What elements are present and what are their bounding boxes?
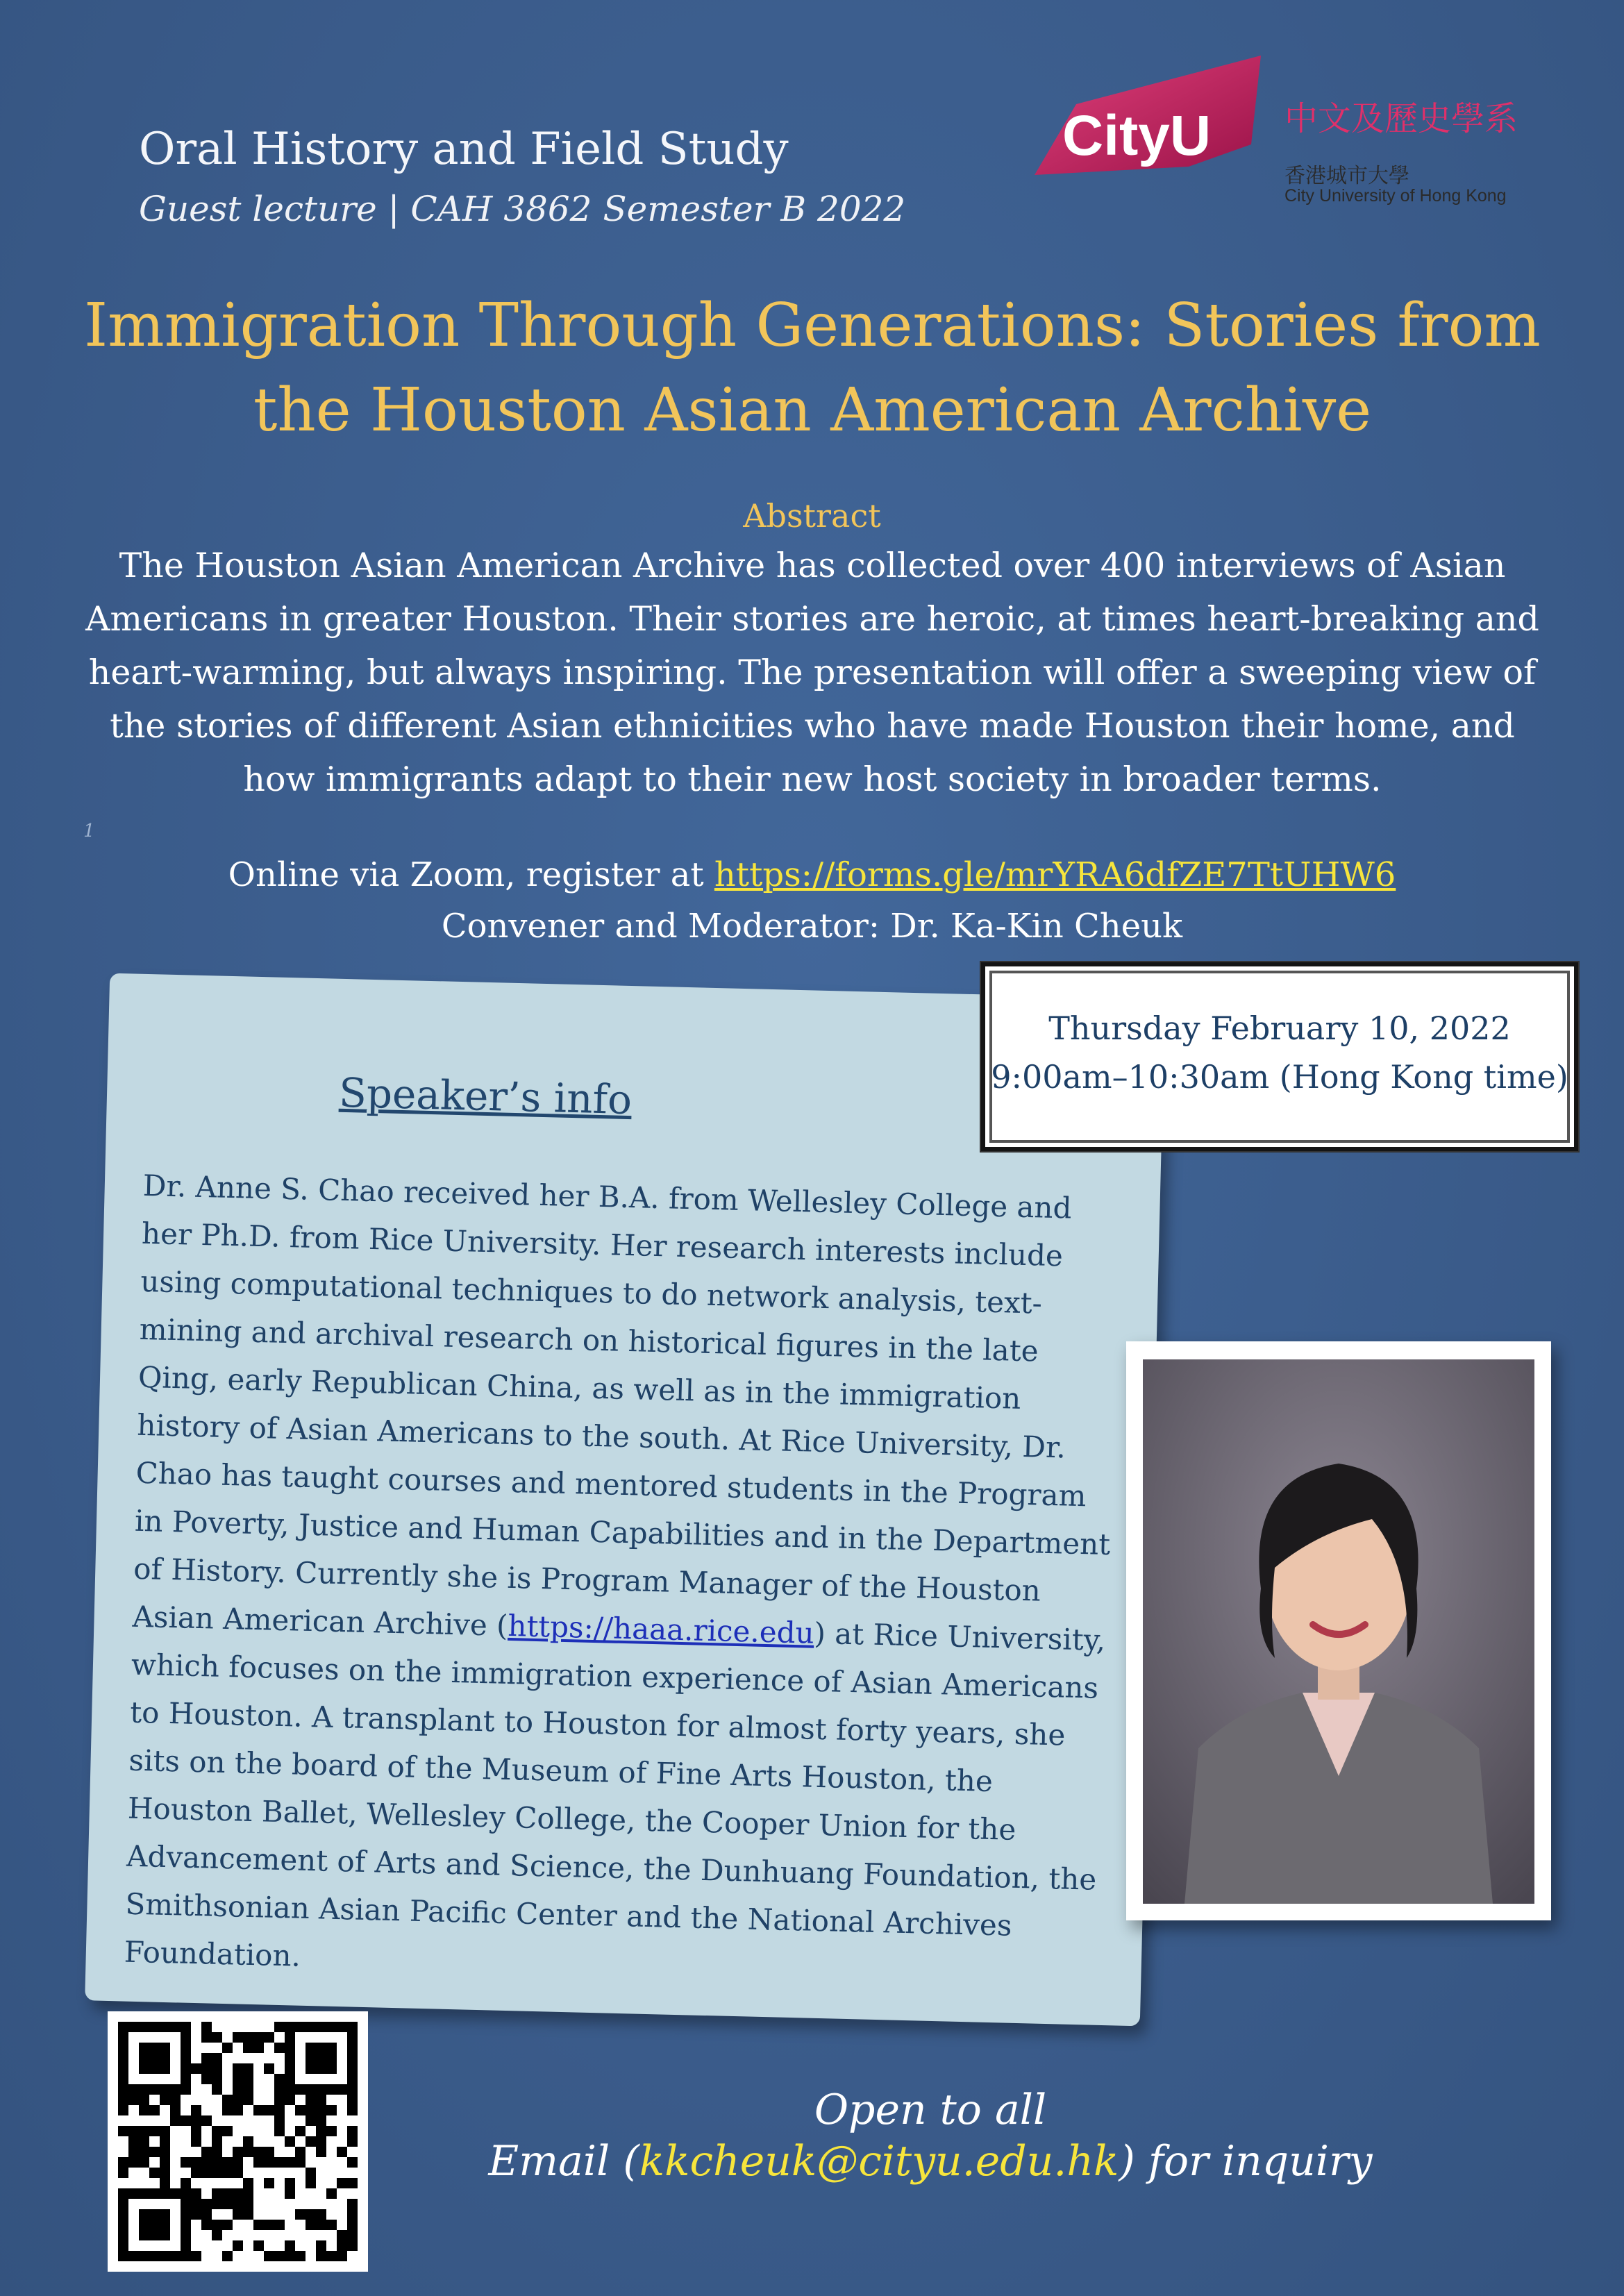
haaa-link[interactable]: https://haaa.rice.edu xyxy=(507,1608,815,1650)
email-prefix: Email ( xyxy=(488,2137,639,2186)
logo-wordmark: CityU xyxy=(1062,104,1212,167)
email-suffix: ) for inquiry xyxy=(1119,2137,1373,2186)
event-title: Immigration Through Generations: Stories from the Houston Asian American Archive xyxy=(84,291,1541,445)
speaker-bio-text: Dr. Anne S. Chao received her B.A. from Wellesley College and her Ph.D. from Rice University. Her research interests include using computational techniques to do network analysis, text-mining and archival research on historical figures in the late Qing, early Republican China, as well as in the immigration history of Asian Americans to the south. At Rice University, Dr. Chao has taught courses and mentored students in the Program in Poverty, Justice and Human Capabilities and in the Department of History. Currently she is Program Manager of the Houston Asian American Archive ( xyxy=(132,1168,1111,1643)
logo-university-chinese: 香港城市大學 xyxy=(1284,164,1409,188)
abstract-heading: Abstract xyxy=(743,497,881,535)
course-subtitle: Guest lecture | CAH 3862 Semester B 2022 xyxy=(139,189,906,229)
register-prefix: Online via Zoom, register at xyxy=(228,855,714,894)
qr-code[interactable] xyxy=(108,2011,368,2272)
course-title: Oral History and Field Study xyxy=(139,124,789,175)
abstract-text: The Houston Asian American Archive has collected over 400 interviews of Asian Americans in greater Houston. Their stories are heroic, at times heart-breaking and heart-warming, but always inspiring. The presentation will offer a sweeping view of the stories of different Asian ethnicities who have made Houston their home, and how immigrants adapt to their new host society in broader terms. xyxy=(85,546,1539,799)
speaker-heading: Speaker’s info xyxy=(338,1069,633,1124)
event-date: Thursday February 10, 2022 xyxy=(1048,1009,1511,1047)
logo-department-chinese: 中文及歷史學系 xyxy=(1284,99,1518,138)
speaker-photo-frame xyxy=(1126,1341,1551,1920)
open-to-all: Open to all xyxy=(814,2086,1047,2134)
event-time: 9:00am–10:30am (Hong Kong time) xyxy=(991,1058,1568,1096)
convener-line: Convener and Moderator: Dr. Ka-Kin Cheuk xyxy=(441,907,1183,946)
email-line xyxy=(430,2137,1430,2186)
logo-university-english: City University of Hong Kong xyxy=(1284,186,1507,206)
speaker-bio-text-continued: ) at Rice University, which focuses on the immigration experience of Asian Americans to Houston. A transplant to Houston for almost forty years, she sits on the board of the Museum of Fine Arts Houston, the Houston Ballet, Wellesley College, the Cooper Union for the Advancement of Arts and Science, the Dunhuang Foundation, the Smithsonian Asian Pacific Center and the National Archives Foundation. xyxy=(124,1616,1106,1973)
date-time-box xyxy=(981,962,1578,1151)
register-link[interactable]: https://forms.gle/mrYRA6dfZE7TtUHW6 xyxy=(714,855,1396,894)
speaker-bio xyxy=(124,1162,1122,2000)
email-address[interactable]: kkcheuk@cityu.edu.hk xyxy=(639,2137,1119,2186)
register-line xyxy=(0,855,1624,894)
footnote-mark: 1 xyxy=(83,821,95,841)
speaker-photo xyxy=(1143,1359,1534,1904)
